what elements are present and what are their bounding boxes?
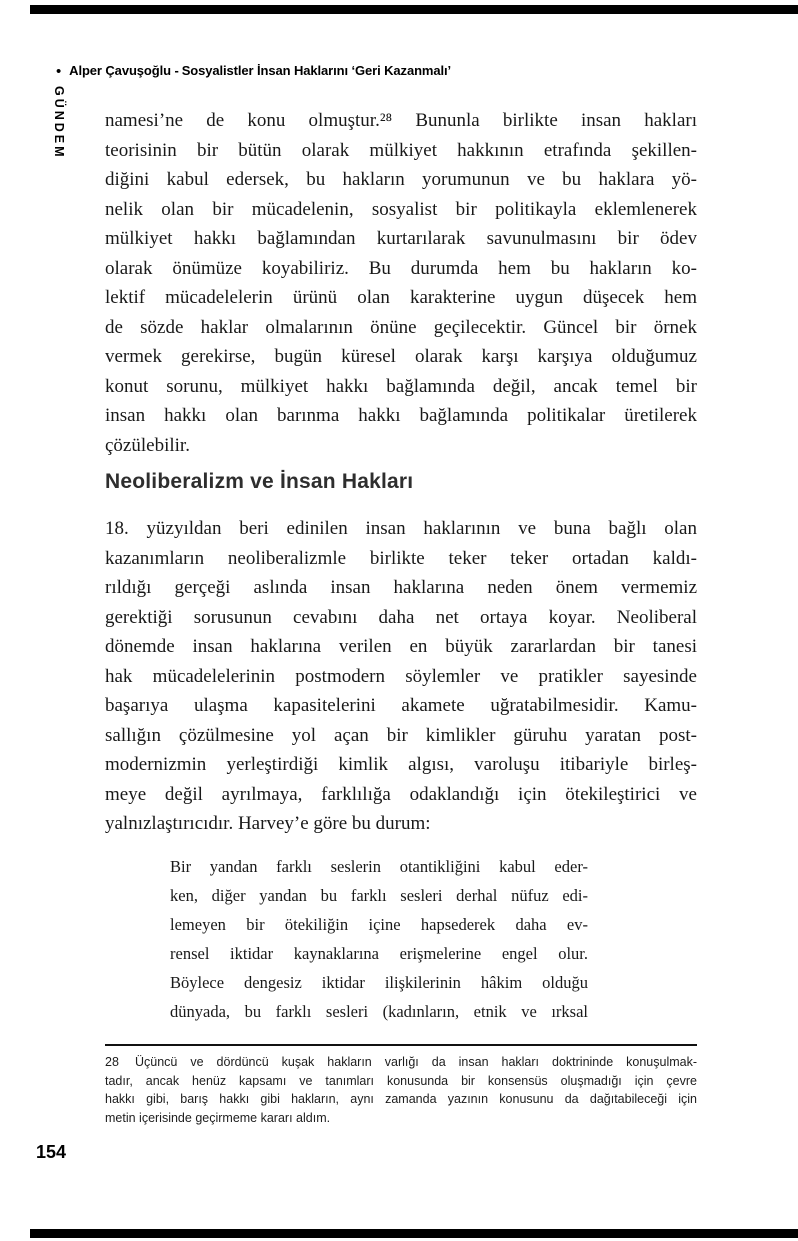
text-line: insan hakkı olan barınma hakkı bağlamında politikalar üretilerek	[105, 405, 697, 426]
page-number: 154	[36, 1142, 67, 1162]
text-line: hak mücadelelerinin postmodern söylemler ve pratikler sayesinde	[105, 665, 697, 687]
footnote-line: tadır, ancak henüz kapsamı ve tanımları konusunda bir konsensüs oluşmadığı için çevre	[105, 1073, 697, 1088]
text-line: ken, diğer yandan bu farklı sesleri derhal nüfuz edi-	[170, 886, 588, 905]
footnote-line: metin içerisinde geçirmeme kararı aldım.	[105, 1110, 331, 1125]
text-line: namesi’ne de konu olmuştur.²⁸ Bununla birlikte insan hakları	[105, 110, 697, 131]
text-line: nelik olan bir mücadelenin, sosyalist bir politikayla eklemlenerek	[105, 198, 697, 220]
bullet-icon: •	[56, 63, 62, 80]
section-margin-label: GÜNDEM	[52, 86, 66, 160]
footnote-line: hakkı gibi, barış hakkı gibi hakların, aynı zamanda yazının konusunu da dağıtabileceği için	[105, 1092, 697, 1106]
text-line: de sözde haklar olmalarının önüne geçilecektir. Güncel bir örnek	[105, 316, 697, 338]
text-line: rensel iktidar kaynaklarına erişmelerine engel olur.	[170, 944, 588, 963]
text-line: 18. yüzyıldan beri edinilen insan haklarının ve buna bağlı olan	[105, 518, 697, 539]
footnote-line	[105, 1053, 697, 1072]
body-paragraph-2	[105, 514, 697, 839]
text-line: sallığın çözülmesine yol açan bir kimlikler güruhu yaratan post-	[105, 724, 697, 746]
text-line: dönemde insan haklarına verilen en büyük zararlardan bir tanesi	[105, 636, 697, 657]
footnote	[105, 1053, 697, 1127]
section-heading: Neoliberalizm ve İnsan Hakları	[105, 470, 414, 493]
text-line: meye değil ayrılmaya, farklılığa odaklandığı için ötekileştirici ve	[105, 783, 697, 805]
text-line: çözülebilir.	[105, 434, 190, 456]
footnote-number: 28	[105, 1055, 119, 1069]
body-paragraph-1	[105, 106, 697, 460]
header-article-title: Sosyalistler İnsan Haklarını ‘Geri Kazanmalı’	[181, 63, 452, 78]
text-line: yalnızlaştırıcıdır. Harvey’e göre bu durum:	[105, 813, 431, 834]
text-line: Böylece dengesiz iktidar ilişkilerinin hâkim olduğu	[170, 973, 588, 992]
text-line: başarıya ulaşma kapasitelerini akamete uğratabilmesidir. Kamu-	[105, 695, 697, 716]
text-line: teorisinin bir bütün olarak mülkiyet hakkının etrafında şekillen-	[105, 139, 697, 161]
bottom-rule-bar	[30, 1229, 798, 1238]
block-quote	[170, 852, 588, 1026]
text-line: lektif mücadelelerin ürünü olan karakterine uygun düşecek hem	[105, 287, 697, 308]
footnote-text: Üçüncü ve dördüncü kuşak hakların varlığı da insan hakları doktrininde konuşulmak-	[135, 1055, 697, 1069]
top-rule-bar	[30, 5, 798, 14]
running-header	[56, 63, 451, 80]
text-line: olarak önümüze koyabiliriz. Bu durumda hem bu hakların ko-	[105, 257, 697, 279]
text-line: diğini kabul edersek, bu hakların yorumunun ve bu haklara yö-	[105, 169, 697, 190]
text-line: modernizmin yerleştirdiği kimlik algısı, varoluşu itibariyle birleş-	[105, 754, 697, 775]
footnote-separator	[105, 1044, 697, 1046]
text-line: konut sorunu, mülkiyet hakkı bağlamında değil, ancak temel bir	[105, 375, 697, 397]
text-line: dünyada, bu farklı sesleri (kadınların, etnik ve ırksal	[170, 1002, 588, 1021]
text-line: Bir yandan farklı seslerin otantikliğini kabul eder-	[170, 857, 588, 876]
text-line: lemeyen bir ötekiliğin içine hapsederek daha ev-	[170, 915, 588, 934]
text-line: kazanımların neoliberalizmle birlikte teker teker ortadan kaldı-	[105, 547, 697, 569]
text-line: rıldığı gerçeği aslında insan haklarına neden önem vermemiz	[105, 577, 697, 598]
header-author: Alper Çavuşoğlu -	[69, 63, 179, 78]
text-line: vermek gerekirse, bugün küresel olarak karşı karşıya olduğumuz	[105, 346, 697, 367]
text-line: mülkiyet hakkı bağlamından kurtarılarak savunulmasını bir ödev	[105, 228, 697, 249]
text-line: gerektiği sorusunun cevabını daha net ortaya koyar. Neoliberal	[105, 606, 697, 628]
